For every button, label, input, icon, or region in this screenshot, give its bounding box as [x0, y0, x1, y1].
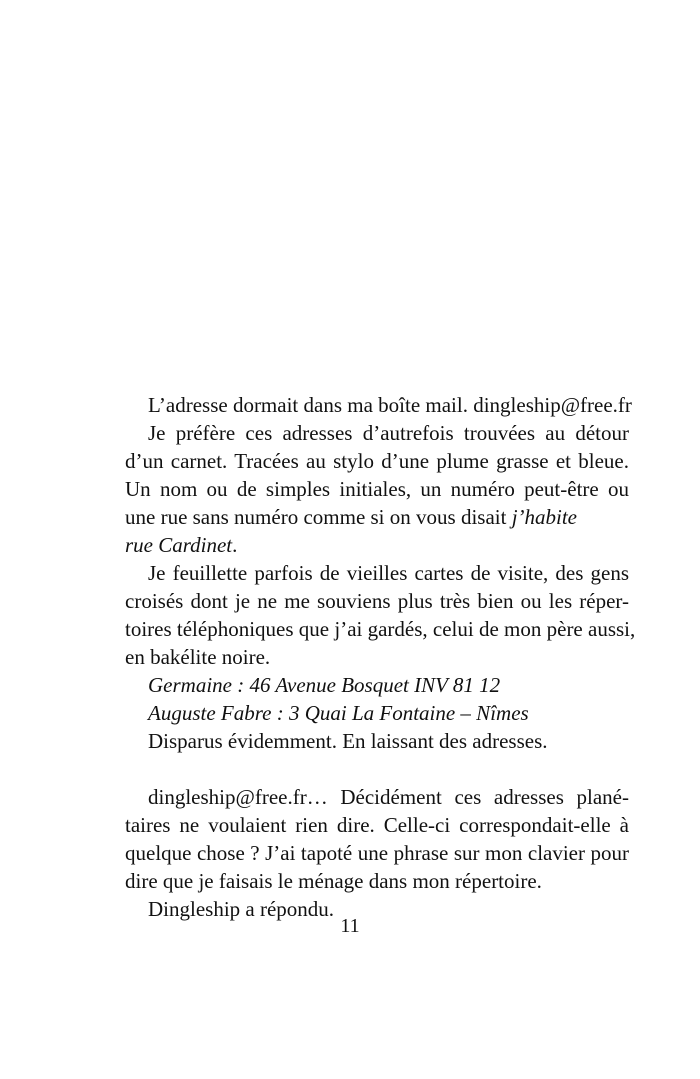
text-line: dingleship@free.fr… Décidément ces adresses plané-: [148, 785, 629, 809]
address-entry: Auguste Fabre : 3 Quai La Fontaine – Nîmes: [148, 701, 529, 725]
section-gap: [125, 755, 629, 783]
page-body-text: [125, 391, 636, 923]
text-line: Je préfère ces adresses d’autrefois trouvées au détour: [148, 421, 629, 445]
text-line: [125, 503, 629, 531]
text-line: croisés dont je ne me souviens plus très bien ou les réper-: [125, 589, 629, 613]
page-number: 11: [340, 915, 360, 937]
italic-emphasis: j’habite: [511, 505, 578, 529]
text-line: en bakélite noire.: [125, 645, 271, 669]
address-entry: Germaine : 46 Avenue Bosquet INV 81 12: [148, 673, 501, 697]
text-segment: .: [232, 533, 238, 557]
text-line: Je feuillette parfois de vieilles cartes de visite, des gens: [148, 561, 629, 585]
text-line: L’adresse dormait dans ma boîte mail. dingleship@free.fr: [148, 393, 632, 417]
text-line: Un nom ou de simples initiales, un numéro peut-être ou: [125, 477, 629, 501]
text-segment: une rue sans numéro comme si on vous disait: [125, 505, 507, 529]
text-line: quelque chose ? J’ai tapoté une phrase sur mon clavier pour: [125, 841, 629, 865]
italic-emphasis: rue Cardinet: [125, 533, 233, 557]
text-line: Dingleship a répondu.: [148, 897, 335, 921]
text-line: [125, 531, 629, 559]
text-line: dire que je faisais le ménage dans mon répertoire.: [125, 869, 542, 893]
text-line: Disparus évidemment. En laissant des adresses.: [148, 729, 548, 753]
text-line: taires ne voulaient rien dire. Celle-ci correspondait-elle à: [125, 813, 629, 837]
text-line: toires téléphoniques que j’ai gardés, celui de mon père aussi,: [125, 617, 636, 641]
text-line: d’un carnet. Tracées au stylo d’une plume grasse et bleue.: [125, 449, 629, 473]
